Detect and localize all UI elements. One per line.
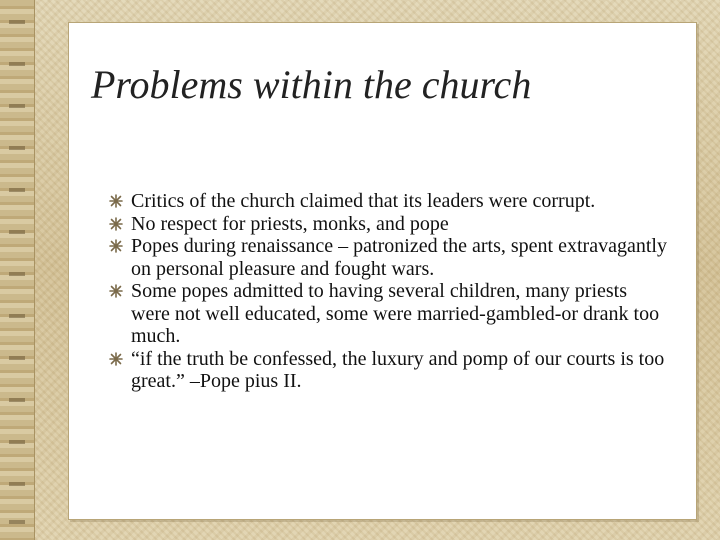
decorative-border-strip bbox=[0, 0, 35, 540]
bullet-text: “if the truth be confessed, the luxury and pomp of our courts is too great.” –Pope pius II. bbox=[131, 347, 665, 392]
asterisk-bullet-icon bbox=[109, 352, 123, 366]
border-mark bbox=[9, 356, 25, 360]
asterisk-bullet-icon bbox=[109, 284, 123, 298]
border-mark bbox=[9, 398, 25, 402]
border-mark bbox=[9, 314, 25, 318]
border-mark bbox=[9, 520, 25, 524]
bullet-text: Some popes admitted to having several children, many priests were not well educated, some were married-gambled-or drank too much. bbox=[131, 280, 660, 347]
asterisk-bullet-icon bbox=[109, 217, 123, 231]
border-mark bbox=[9, 62, 25, 66]
asterisk-bullet-icon bbox=[109, 239, 123, 253]
border-mark bbox=[9, 482, 25, 486]
list-item bbox=[109, 235, 669, 280]
bullet-text: Critics of the church claimed that its leaders were corrupt. bbox=[131, 190, 596, 212]
bullet-text: No respect for priests, monks, and pope bbox=[131, 212, 449, 235]
list-item bbox=[109, 190, 669, 213]
border-mark bbox=[9, 20, 25, 24]
slide-content-panel bbox=[68, 22, 697, 520]
asterisk-bullet-icon bbox=[109, 194, 123, 208]
border-mark bbox=[9, 146, 25, 150]
bullet-text: Popes during renaissance – patronized the arts, spent extravagantly on personal pleasure and fought wars. bbox=[131, 235, 667, 280]
border-mark bbox=[9, 272, 25, 276]
slide-title: Problems within the church bbox=[91, 62, 532, 107]
list-item bbox=[109, 348, 669, 393]
list-item bbox=[109, 213, 669, 236]
list-item bbox=[109, 280, 669, 348]
border-mark bbox=[9, 440, 25, 444]
border-mark bbox=[9, 104, 25, 108]
border-mark bbox=[9, 230, 25, 234]
bullet-list bbox=[109, 190, 669, 393]
border-mark bbox=[9, 188, 25, 192]
